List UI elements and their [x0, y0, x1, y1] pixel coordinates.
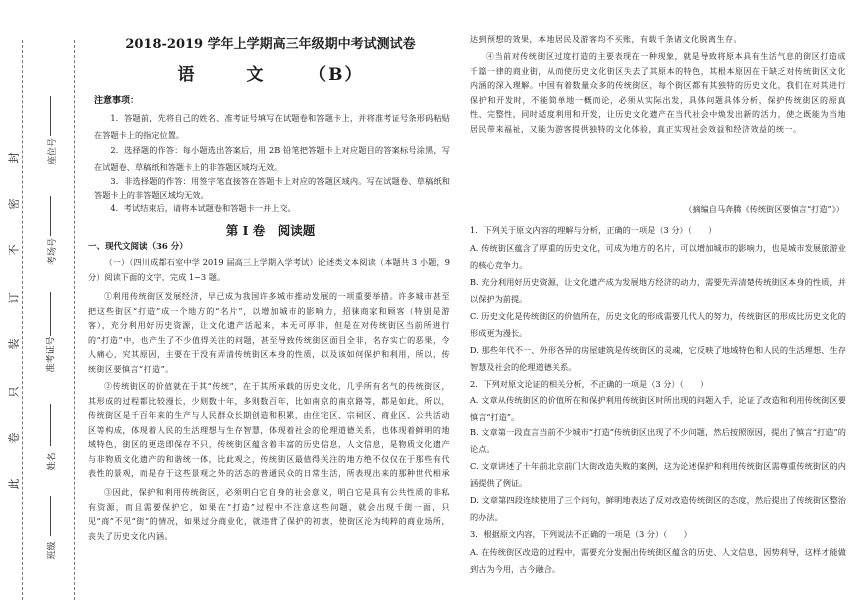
- question-stem: 3．根据原文内容，下列说法不正确的一项是（3 分）（ ）: [470, 529, 692, 539]
- right-column: [470, 0, 850, 608]
- notice-item: 2．选择题的作答：每小题选出答案后，用 2B 铅笔把答题卡上对应题目的答案标号涂黑，写在试题卷、草稿纸和答题卡上的非答题区域均无效。: [94, 145, 450, 172]
- essay-paragraph: ④当前对传统街区过度打造的主要表现在一种现象，就是导致将原本具有生活气息的街区打造成千篇一律的商业街，从而使历史文化街区失去了其原本的特色，其根本原因在于缺乏对传统街区文化内涵的深入理解。中国有着数量众多的传统街区，每个街区都有其独特的历史文化，我们在对其进行保护和开发时，不能简单地一概而论，必须从实际出发，具体问题具体分析，保护传统街区的原真性、完整性，同时适度利用和开发，让历史文化遗产在当代社会中焕发出新的活力，使之既能为当地居民带来福祉，又能为游客提供独特的文化体验，真正实现社会效益和经济效益的统一。: [470, 52, 846, 134]
- cut-dashed-line: [74, 40, 75, 600]
- answer-option: D. 那些年代不一、外形各异的房屋建筑是传统街区的灵魂，它反映了地域特色和人民的生活理想、生存智慧及社会的伦理道德关系。: [470, 345, 846, 372]
- binding-char: 订: [7, 292, 21, 304]
- answer-option: A. 在传统街区改造的过程中，需要充分发掘出传统街区蕴含的历史、人文信息，因势利导，这样才能做到古为今用，古今融合。: [470, 547, 846, 574]
- name-label: 姓名: [47, 452, 58, 471]
- essay-paragraph: ①利用传统街区发展经济，早已成为我国许多城市推动发展的一项重要举措。许多城市甚至把这些街区“打造”成一个地方的“名片”，以增加城市的影响力，招徕商家和顾客（特别是游客），充分利用好历史资源，让文化遗产活起来，本无可厚非，但是在对传统街区当前所进行的“打造”中，也产生了不少值得关注的问题，甚至导致传统街区面目全非，名存实亡的恶果，令人痛心，究其原因，主要在于没有弄清传统街区本身的性质，以及该如何保护和利用，所以，传统街区要慎言“打造”。: [88, 292, 450, 374]
- answer-option: B. 充分利用好历史资源，让文化遗产成为发展地方经济的动力，需要先弄清楚传统街区本身的性质，并以保护为前提。: [470, 277, 846, 304]
- notice-item: 4．考试结束后，请将本试题卷和答题卡一并上交。: [110, 203, 296, 213]
- binding-char: 此: [7, 478, 21, 490]
- essay-continuation: 达到预想的效果，本地居民及游客均不买账，有载千条诸文化脱离生存。: [470, 35, 742, 44]
- class-line: [50, 496, 51, 536]
- answer-option: C. 文章讲述了十年前北京前门大街改造失败的案例，这为论述保护和利用传统街区需尊重传统街区的内涵提供了例证。: [470, 461, 846, 488]
- class-label: 班级: [47, 541, 58, 560]
- binding-char: 卷: [7, 432, 21, 444]
- binding-char: 装: [7, 338, 21, 350]
- subject-title: [88, 60, 453, 85]
- binding-char: 不: [7, 244, 21, 256]
- section-title: 第 I 卷 阅读题: [225, 223, 316, 238]
- admission-number-label: 准考证号: [46, 336, 57, 373]
- left-column: [88, 0, 453, 608]
- binding-char: 只: [7, 386, 21, 398]
- binding-char: 密: [7, 198, 21, 210]
- exam-title: 2018-2019 学年上学期高三年级期中考试测试卷: [125, 37, 416, 52]
- notice-item: 3．非选择题的作答：用签字笔直接答在答题卡上对应的答题区域内。写在试题卷、草稿纸和答题卡上的非答题区域均无效。: [94, 176, 450, 200]
- admission-number-line: [50, 292, 51, 336]
- answer-option: A. 传统街区蕴含了厚重的历史文化，可成为地方的名片，可以增加城市的影响力，也是城市发展旅游业的核心竞争力。: [470, 243, 846, 270]
- paper-type: （B）: [309, 65, 364, 85]
- exam-room-label: 考场号: [48, 237, 59, 266]
- essay-paragraph: ②传统街区的价值就在于其“传统”，在于其所承载的历史文化，几乎所有名气的传统街区，其形成的过程都比较漫长，少则数十年，多则数百年，比如南京的南京路等，都是如此，所以，传统街区是千百年来的生产与人民群众长期创造和积累，由住宅区、宗祠区、商业区、公共活动区等构成，体现着人民的生活理想与生存智慧，体现着社会的伦理道德关系，也体现着鲜明的地域特色，街区的更迭即保存不只，传统街区蕴含着丰富的历史信息，人文信息，是物质文化遗产与非物质文化遗产的和谐统一体，比此观之，传统街区最值得关注的地方绝不仅仅在于那些有代表性的景观，而是存于这些景观之外的活态的普通民众的日常生活，所表现出来的那种世代相承: [88, 382, 450, 478]
- source-citation: （摘编自马奔腾《传统街区要慎言“打造”》）: [684, 204, 844, 214]
- answer-option: D. 文章第四段连续使用了三个问句，鲜明地表达了反对改造传统街区的态度，然后提出了传统街区整治的办法。: [470, 495, 846, 522]
- passage-intro: （一）（四川成都石室中学 2019 届高三上学期入学考试）论述类文本阅读（本题共 3 小题，9 分）阅读下面的文字，完成 1~3 题。: [88, 257, 450, 282]
- seat-number-line: [50, 96, 51, 136]
- essay-paragraph: ③因此，保护和利用传统街区，必须明白它自身的社会意义，明白它是具有公共性质的非私有资源，而且需要保护它，如果在“打造”过程中不注意这些问题，就会出现千街一面，只见“商”不见“街”的情况，如果过分商业化，就违背了保护的初衷，使街区沦为纯粹的商业场所，丧失了历史文化内涵。: [88, 488, 450, 541]
- question-stem: 2．下列对原文论证的相关分析，不正确的一项是（3 分）（ ）: [470, 379, 709, 389]
- answer-option: A. 文章从传统街区的价值所在和保护利用传统街区时所出现的问题入手，论证了改造和利用传统街区要慎言“打造”。: [470, 395, 846, 422]
- name-line: [50, 404, 51, 446]
- answer-option: C. 历史文化是传统街区的价值所在，历史文化的形成需要几代人的努力，传统街区的形成比历史文化的形成更为漫长。: [470, 311, 846, 338]
- seal-dashed-line: [22, 40, 23, 600]
- answer-option: B. 文章第一段直言当前不少城市“打造”传统街区出现了不少问题，然后按照原因，提出了慎言“打造”的论点。: [470, 427, 846, 454]
- question-stem: 1．下列关于原文内容的理解与分析，正确的一项是（3 分）（ ）: [470, 225, 717, 235]
- subject-char: 语: [177, 65, 197, 85]
- binding-margin: [0, 0, 82, 608]
- seat-number-label: 座位号: [48, 137, 59, 166]
- section-subheading: 一、现代文阅读（36 分）: [88, 242, 188, 252]
- notice-item: 1．答题前，先将自己的姓名、准考证号填写在试题卷和答题卡上，并将准考证号条形码粘贴在答题卡上的指定位置。: [94, 113, 450, 140]
- subject-char: 文: [246, 65, 266, 85]
- notice-title: 注意事项：: [94, 96, 140, 106]
- exam-room-line: [50, 196, 51, 236]
- binding-char: 封: [7, 152, 21, 164]
